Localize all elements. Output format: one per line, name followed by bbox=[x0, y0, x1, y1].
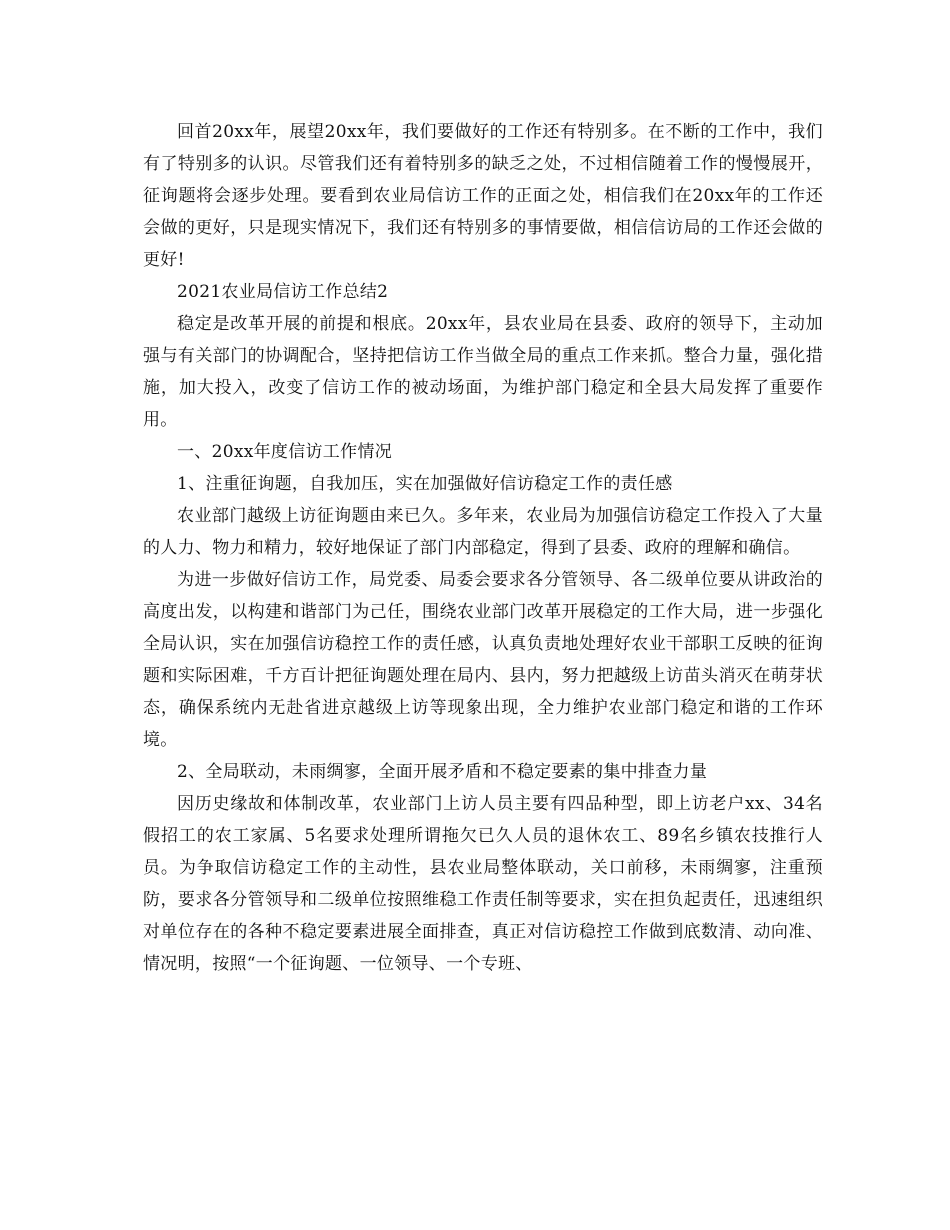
section-heading-1: 一、20xx年度信访工作情况 bbox=[177, 442, 393, 462]
body-paragraph-1: 回首20xx年，展望20xx年，我们要做好的工作还有特别多。在不断的工作中，我们有了特别多的认识。尽管我们还有着特别多的缺乏之处，不过相信随着工作的慢慢展开，征询题将会逐步处理。要看到农业局信访工作的正面之处，相信我们在20xx年的工作还会做的更好，只是现实情况下，我们还有特别多的事情要做，相信信访局的工作还会做的更好! bbox=[143, 122, 823, 270]
subsection-heading-1: 1、注重征询题，自我加压，实在加强做好信访稳定工作的责任感 bbox=[177, 474, 673, 494]
body-paragraph-4: 为进一步做好信访工作，局党委、局委会要求各分管领导、各二级单位要从讲政治的高度出发，以构建和谐部门为己任，围绕农业部门改革开展稳定的工作大局，进一步强化全局认识，实在加强信访稳控工作的责任感，认真负责地处理好农业干部职工反映的征询题和实际困难，千方百计把征询题处理在局内、县内，努力把越级上访苗头消灭在萌芽状态，确保系统内无赴省进京越级上访等现象出现，全力维护农业部门稳定和谐的工作环境。 bbox=[143, 570, 823, 750]
section-title: 2021农业局信访工作总结2 bbox=[177, 282, 389, 302]
document-page bbox=[143, 116, 823, 980]
body-paragraph-5: 因历史缘故和体制改革，农业部门上访人员主要有四品种型，即上访老户xx、34名假招工的农工家属、5名要求处理所谓拖欠已久人员的退休农工、89名乡镇农技推行人员。为争取信访稳定工作的主动性，县农业局整体联动，关口前移，未雨绸寥，注重预防，要求各分管领导和二级单位按照维稳工作责任制等要求，实在担负起责任，迅速组织对单位存在的各种不稳定要素进展全面排查，真正对信访稳控工作做到底数清、动向准、情况明，按照“一个征询题、一位领导、一个专班、 bbox=[143, 794, 823, 974]
subsection-heading-2: 2、全局联动，未雨绸寥，全面开展矛盾和不稳定要素的集中排查力量 bbox=[177, 762, 708, 782]
body-paragraph-2: 稳定是改革开展的前提和根底。20xx年，县农业局在县委、政府的领导下，主动加强与有关部门的协调配合，坚持把信访工作当做全局的重点工作来抓。整合力量，强化措施，加大投入，改变了信访工作的被动场面，为维护部门稳定和全县大局发挥了重要作用。 bbox=[143, 314, 823, 430]
body-paragraph-3: 农业部门越级上访征询题由来已久。多年来，农业局为加强信访稳定工作投入了大量的人力、物力和精力，较好地保证了部门内部稳定，得到了县委、政府的理解和确信。 bbox=[143, 506, 823, 558]
